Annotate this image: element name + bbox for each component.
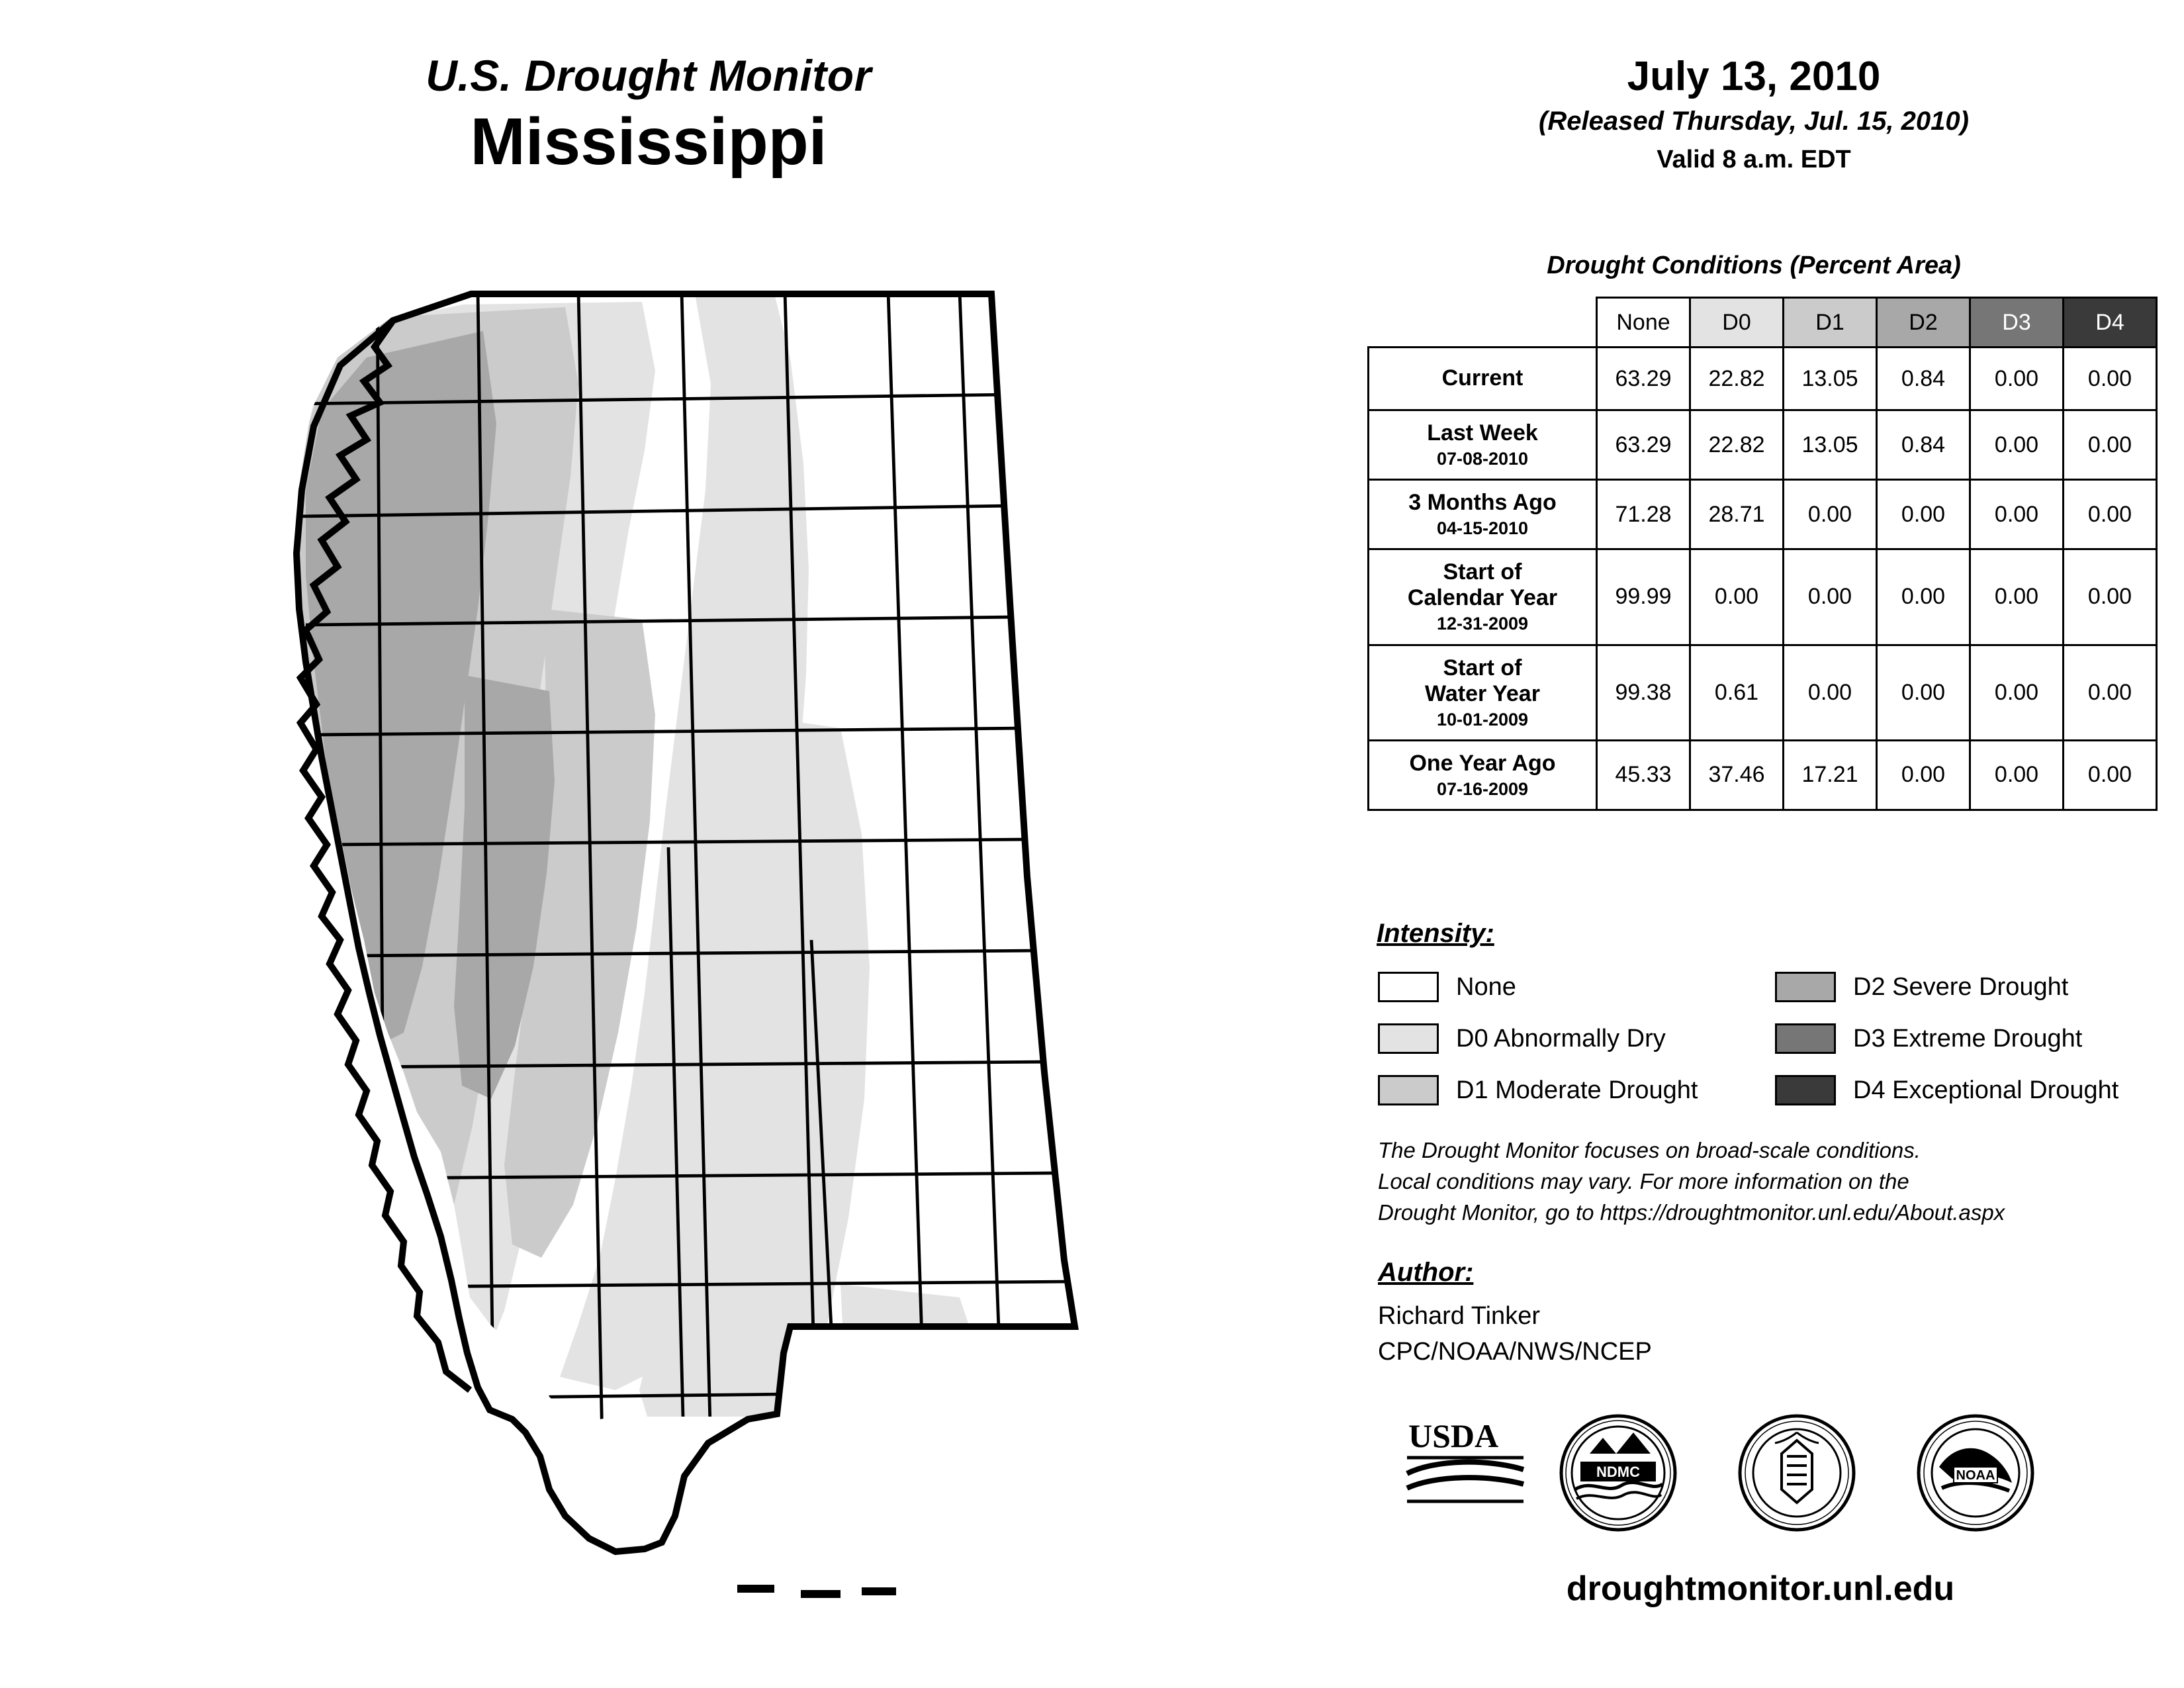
author-affiliation: CPC/NOAA/NWS/NCEP — [1378, 1337, 1652, 1366]
drought-conditions-table — [1367, 297, 2158, 811]
author-title: Author: — [1378, 1258, 1474, 1287]
cell-lastweek-d1: 13.05 — [1784, 410, 1877, 480]
row-label-start-calendar-year — [1369, 549, 1597, 645]
valid-time: Valid 8 a.m. EDT — [1657, 146, 1851, 174]
row-label-date: 07-08-2010 — [1436, 449, 1529, 469]
usda-logo — [1403, 1410, 1529, 1513]
cell-oneyear-d4: 0.00 — [2064, 740, 2157, 810]
legend-item-d2 — [1775, 961, 2118, 1013]
cell-current-d0: 22.82 — [1690, 348, 1784, 410]
row-label-text: Current — [1441, 365, 1524, 391]
disclaimer-text: The Drought Monitor focuses on broad-scale conditions. Local conditions may vary. For more information on the Drought Monitor, go to https://droughtmonitor.unl.edu/About.aspx — [1378, 1138, 2005, 1225]
cell-oneyear-d0: 37.46 — [1690, 740, 1784, 810]
legend-column-left — [1378, 961, 1698, 1116]
legend-label-d2: D2 Severe Drought — [1853, 972, 2069, 1001]
cell-current-d1: 13.05 — [1784, 348, 1877, 410]
legend-label-d0: D0 Abnormally Dry — [1456, 1024, 1666, 1053]
column-header-d2: D2 — [1877, 298, 1970, 348]
cell-calyear-d0: 0.00 — [1690, 549, 1784, 645]
cell-wateryear-d3: 0.00 — [1970, 645, 2064, 740]
legend-label-d1: D1 Moderate Drought — [1456, 1076, 1698, 1104]
valid-date: July 13, 2010 — [1627, 54, 1881, 99]
cell-wateryear-d4: 0.00 — [2064, 645, 2157, 740]
table-header-row — [1369, 298, 2157, 348]
intensity-title: Intensity: — [1377, 919, 1494, 948]
row-label-date: 10-01-2009 — [1436, 709, 1529, 729]
row-label-line2: Calendar Year — [1407, 585, 1558, 611]
legend-item-d3 — [1775, 1013, 2118, 1064]
mississippi-drought-map[interactable] — [218, 278, 1145, 1635]
table-corner-cell — [1369, 298, 1597, 348]
row-label-text: Last Week — [1427, 420, 1538, 445]
cell-3months-d3: 0.00 — [1970, 480, 2064, 549]
column-header-none: None — [1597, 298, 1690, 348]
cell-wateryear-d1: 0.00 — [1784, 645, 1877, 740]
cell-current-d3: 0.00 — [1970, 348, 2064, 410]
cell-oneyear-none: 45.33 — [1597, 740, 1690, 810]
row-label-line1: Start of — [1443, 559, 1522, 585]
table-row — [1369, 348, 2157, 410]
column-header-d1: D1 — [1784, 298, 1877, 348]
state-title: Mississippi — [470, 105, 827, 179]
cell-3months-d0: 28.71 — [1690, 480, 1784, 549]
row-label-last-week — [1369, 410, 1597, 480]
column-header-d0: D0 — [1690, 298, 1784, 348]
cell-lastweek-d4: 0.00 — [2064, 410, 2157, 480]
cell-calyear-d2: 0.00 — [1877, 549, 1970, 645]
site-url[interactable]: droughtmonitor.unl.edu — [1566, 1570, 1955, 1608]
swatch-d4-icon — [1775, 1075, 1836, 1105]
table-row — [1369, 740, 2157, 810]
noaa-logo — [1913, 1410, 2038, 1539]
cell-current-none: 63.29 — [1597, 348, 1690, 410]
legend-label-d3: D3 Extreme Drought — [1853, 1024, 2083, 1053]
column-header-d4: D4 — [2064, 298, 2157, 348]
row-label-date: 04-15-2010 — [1436, 518, 1529, 539]
cell-3months-d4: 0.00 — [2064, 480, 2157, 549]
cell-wateryear-none: 99.38 — [1597, 645, 1690, 740]
date-block — [1363, 53, 2144, 174]
swatch-none-icon — [1378, 972, 1439, 1002]
row-label-text: 3 Months Ago — [1408, 490, 1557, 516]
info-panel — [1363, 0, 2184, 1688]
cell-oneyear-d3: 0.00 — [1970, 740, 2064, 810]
swatch-d2-icon — [1775, 972, 1836, 1002]
legend-item-d1 — [1378, 1064, 1698, 1116]
cell-3months-none: 71.28 — [1597, 480, 1690, 549]
legend-item-d0 — [1378, 1013, 1698, 1064]
cell-oneyear-d2: 0.00 — [1877, 740, 1970, 810]
swatch-d0-icon — [1378, 1023, 1439, 1054]
program-title: U.S. Drought Monitor — [426, 51, 872, 100]
row-label-current — [1369, 348, 1597, 410]
cell-calyear-none: 99.99 — [1597, 549, 1690, 645]
row-label-text: One Year Ago — [1409, 750, 1556, 776]
cell-3months-d1: 0.00 — [1784, 480, 1877, 549]
doc-logo — [1734, 1410, 1860, 1539]
table-caption: Drought Conditions (Percent Area) — [1547, 252, 1961, 279]
swatch-d1-icon — [1378, 1075, 1439, 1105]
svg-text:USDA: USDA — [1408, 1417, 1499, 1454]
ndmc-logo — [1555, 1410, 1681, 1539]
swatch-d3-icon — [1775, 1023, 1836, 1054]
author-name: Richard Tinker — [1378, 1302, 1540, 1330]
legend-label-none: None — [1456, 972, 1516, 1001]
cell-current-d4: 0.00 — [2064, 348, 2157, 410]
logo-row — [1390, 1410, 2158, 1542]
cell-3months-d2: 0.00 — [1877, 480, 1970, 549]
row-label-line2: Water Year — [1425, 680, 1540, 706]
row-label-3-months-ago — [1369, 480, 1597, 549]
title-block — [0, 53, 1297, 180]
svg-text:NDMC: NDMC — [1596, 1464, 1640, 1480]
row-label-date: 07-16-2009 — [1436, 778, 1529, 799]
cell-current-d2: 0.84 — [1877, 348, 1970, 410]
cell-lastweek-none: 63.29 — [1597, 410, 1690, 480]
table-row — [1369, 410, 2157, 480]
cell-wateryear-d0: 0.61 — [1690, 645, 1784, 740]
cell-calyear-d3: 0.00 — [1970, 549, 2064, 645]
legend-item-none — [1378, 961, 1698, 1013]
cell-lastweek-d3: 0.00 — [1970, 410, 2064, 480]
row-label-date: 12-31-2009 — [1436, 614, 1529, 634]
legend-label-d4: D4 Exceptional Drought — [1853, 1076, 2119, 1104]
legend-item-d4 — [1775, 1064, 2118, 1116]
row-label-line1: Start of — [1443, 655, 1522, 680]
cell-lastweek-d0: 22.82 — [1690, 410, 1784, 480]
cell-lastweek-d2: 0.84 — [1877, 410, 1970, 480]
release-date: (Released Thursday, Jul. 15, 2010) — [1539, 107, 1969, 136]
cell-calyear-d4: 0.00 — [2064, 549, 2157, 645]
author-info — [1378, 1299, 1652, 1370]
cell-wateryear-d2: 0.00 — [1877, 645, 1970, 740]
row-label-start-water-year — [1369, 645, 1597, 740]
legend-column-right — [1775, 961, 2118, 1116]
cell-oneyear-d1: 17.21 — [1784, 740, 1877, 810]
table-row — [1369, 549, 2157, 645]
cell-calyear-d1: 0.00 — [1784, 549, 1877, 645]
row-label-one-year-ago — [1369, 740, 1597, 810]
table-row — [1369, 645, 2157, 740]
column-header-d3: D3 — [1970, 298, 2064, 348]
table-row — [1369, 480, 2157, 549]
map-svg — [218, 278, 1145, 1635]
svg-text:NOAA: NOAA — [1956, 1468, 1995, 1483]
